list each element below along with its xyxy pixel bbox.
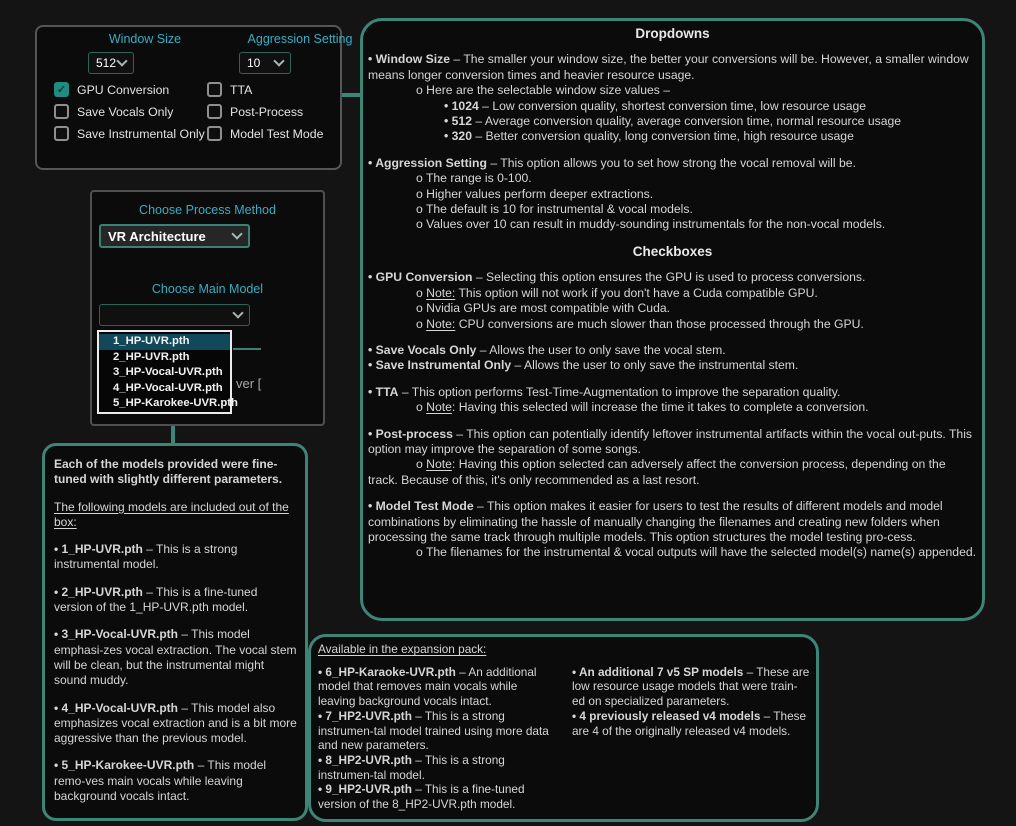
text-span: Higher values perform deeper extractions. bbox=[426, 186, 654, 201]
text-span: • bbox=[368, 499, 376, 514]
text-span: • bbox=[318, 782, 326, 797]
text-span: – This model emphasi-zes vocal extraction. The vocal stem will be clean, but the instrumental might sound muddy. bbox=[54, 627, 297, 688]
text-span: • bbox=[572, 708, 580, 723]
checkbox-label: Save Vocals Only bbox=[77, 104, 174, 119]
text-span: • bbox=[318, 708, 326, 723]
doc-paragraph bbox=[368, 99, 977, 114]
checkbox-save-vocals-only[interactable] bbox=[54, 103, 173, 120]
text-span: • bbox=[368, 384, 376, 399]
text-span: 8_HP2-UVR.pth bbox=[325, 752, 412, 767]
text-span: – This option performs Test-Time-Augmentation to improve the separation quality. bbox=[398, 384, 841, 399]
text-span: • bbox=[444, 129, 452, 144]
expansion-right-column bbox=[572, 665, 810, 812]
connector-model-to-doc bbox=[171, 424, 175, 445]
text-span: o bbox=[416, 545, 426, 560]
checkbox-label: Model Test Mode bbox=[230, 126, 324, 141]
text-span: Available in the expansion pack: bbox=[318, 642, 487, 656]
text-span: • bbox=[368, 426, 376, 441]
checkbox-label: GPU Conversion bbox=[77, 82, 170, 97]
doc-heading bbox=[368, 26, 977, 41]
checkbox-unchecked-icon[interactable] bbox=[54, 126, 69, 141]
text-span: Save Instrumental Only bbox=[375, 358, 512, 373]
text-span: Note bbox=[426, 457, 452, 472]
doc-paragraph bbox=[368, 358, 977, 373]
text-span: Model Test Mode bbox=[375, 499, 474, 514]
text-span: • bbox=[54, 542, 62, 557]
process-method-value: VR Architecture bbox=[108, 228, 206, 244]
checkbox-unchecked-icon[interactable] bbox=[207, 126, 222, 141]
aggression-value: 10 bbox=[247, 56, 261, 70]
doc-paragraph bbox=[368, 457, 977, 488]
text-span: o bbox=[416, 400, 427, 415]
text-span: The following models are included out of the box: bbox=[54, 499, 289, 529]
text-span: 320 bbox=[451, 129, 472, 144]
chevron-down-icon bbox=[231, 228, 242, 239]
doc-paragraph bbox=[368, 343, 977, 358]
checkbox-tta[interactable] bbox=[207, 81, 252, 98]
doc-paragraph bbox=[54, 457, 298, 488]
text-span: Window Size bbox=[375, 52, 451, 67]
text-span: • bbox=[444, 98, 452, 113]
text-span: • bbox=[368, 52, 376, 67]
text-span: Note: bbox=[426, 285, 456, 300]
chevron-down-icon bbox=[232, 307, 243, 318]
doc-paragraph bbox=[368, 385, 977, 400]
text-span: – Average conversion quality, average conversion time, normal resource usage bbox=[472, 114, 902, 129]
text-span: • bbox=[54, 627, 62, 642]
model-list-item[interactable]: 2_HP-UVR.pth bbox=[113, 350, 190, 363]
doc-paragraph bbox=[368, 129, 977, 144]
text-span: – This model also emphasizes vocal extraction and is a bit more aggressive than the previous model. bbox=[54, 700, 297, 746]
doc-paragraph bbox=[368, 114, 977, 129]
text-span: – This option allows you to set how strong the vocal removal will be. bbox=[486, 155, 856, 170]
text-span: – The smaller your window size, the better your conversions will be. However, a smaller window means longer conversion times and heavier resource usage. bbox=[368, 52, 969, 82]
text-span: Aggression Setting bbox=[375, 155, 487, 170]
model-list-item[interactable]: 1_HP-UVR.pth bbox=[99, 334, 230, 350]
text-span: • bbox=[318, 664, 326, 679]
background-ui-line bbox=[233, 348, 261, 350]
settings-panel bbox=[35, 25, 353, 170]
text-span: • bbox=[318, 752, 326, 767]
process-method-dropdown[interactable] bbox=[99, 224, 250, 248]
doc-paragraph bbox=[572, 709, 810, 738]
text-span: Save Vocals Only bbox=[375, 342, 477, 357]
window-size-value: 512 bbox=[96, 56, 117, 70]
model-list-item[interactable]: 5_HP-Karokee-UVR.pth bbox=[113, 397, 238, 410]
doc-paragraph bbox=[368, 400, 977, 415]
text-span: Each of the models provided were fine-tuned with slightly different parameters. bbox=[54, 457, 283, 487]
doc-paragraph bbox=[54, 585, 298, 616]
doc-paragraph bbox=[368, 270, 977, 285]
text-span: Here are the selectable window size values – bbox=[426, 83, 671, 98]
text-span: • bbox=[368, 358, 376, 373]
text-span: 4_HP-Vocal-UVR.pth bbox=[61, 700, 179, 715]
text-span: – These are 4 of the originally released v4 models. bbox=[572, 708, 807, 738]
model-list bbox=[97, 330, 238, 414]
checkbox-unchecked-icon[interactable] bbox=[207, 82, 222, 97]
text-span: Note: bbox=[426, 316, 456, 331]
text-span: This option will not work if you don't have a Cuda compatible GPU. bbox=[455, 285, 818, 300]
doc-paragraph bbox=[318, 709, 556, 753]
doc-paragraph bbox=[368, 202, 977, 217]
doc-paragraph bbox=[54, 500, 298, 531]
text-span: – An additional model that removes main vocals while leaving background vocals intact. bbox=[318, 664, 537, 709]
text-span: 9_HP2-UVR.pth bbox=[325, 782, 412, 797]
text-span: o bbox=[416, 285, 427, 300]
chevron-down-icon bbox=[116, 55, 127, 66]
text-span: • bbox=[368, 342, 376, 357]
text-span: – These are low resource usage models that were train-ed on specialized parameters. bbox=[572, 664, 810, 709]
doc-paragraph bbox=[368, 171, 977, 186]
text-span: 6_HP-Karaoke-UVR.pth bbox=[325, 664, 456, 679]
doc-paragraph bbox=[368, 499, 977, 545]
window-size-label: Window Size bbox=[108, 32, 182, 46]
text-span: o bbox=[416, 301, 427, 316]
models-doc-text bbox=[54, 457, 298, 809]
text-span: • bbox=[54, 584, 62, 599]
doc-paragraph bbox=[368, 217, 977, 232]
text-span: 4 previously released v4 models bbox=[579, 708, 761, 723]
doc-paragraph bbox=[368, 427, 977, 458]
text-span: o bbox=[416, 316, 427, 331]
doc-paragraph bbox=[368, 52, 977, 83]
text-span: – This is a strong instrumen-tal model. bbox=[318, 752, 505, 782]
checkbox-label: TTA bbox=[230, 82, 253, 97]
doc-paragraph bbox=[318, 782, 556, 811]
text-span: – This option can potentially identify leftover instrumental artifacts within the vocal out-puts. This option may improve the separation of some songs. bbox=[368, 426, 973, 456]
text-span: • bbox=[572, 664, 579, 679]
doc-paragraph bbox=[368, 187, 977, 202]
doc-paragraph bbox=[368, 317, 977, 332]
doc-paragraph bbox=[368, 156, 977, 171]
checkbox-unchecked-icon[interactable] bbox=[207, 104, 222, 119]
doc-paragraph bbox=[368, 286, 977, 301]
checkbox-unchecked-icon[interactable] bbox=[54, 104, 69, 119]
text-span: 3_HP-Vocal-UVR.pth bbox=[61, 627, 179, 642]
text-span: – This option makes it easier for users to test the results of different models and model combinations by eliminating the hassle of manually changing the filenames and creating new folders when processing the same track through multiple models. This option structures the model testing pro-cess. bbox=[368, 499, 943, 544]
text-span: 7_HP2-UVR.pth bbox=[325, 708, 412, 723]
text-span: – Selecting this option ensures the GPU is used to process conversions. bbox=[472, 270, 866, 285]
dropdowns-doc-text bbox=[368, 26, 977, 614]
doc-paragraph bbox=[54, 758, 298, 804]
checkbox-label: Post-Process bbox=[230, 104, 304, 119]
text-span: – This is a fine-tuned version of the 8_HP2-UVR.pth model. bbox=[318, 782, 525, 812]
window-size-dropdown[interactable] bbox=[88, 52, 134, 74]
text-span: – This is a strong instrumental model. bbox=[54, 542, 238, 572]
background-text-fragment: ver [ bbox=[236, 376, 262, 391]
model-list-item[interactable]: 3_HP-Vocal-UVR.pth bbox=[113, 366, 223, 379]
text-span: An additional 7 v5 SP models bbox=[578, 664, 744, 679]
text-span: TTA bbox=[375, 384, 399, 399]
expansion-heading bbox=[318, 642, 810, 657]
process-method-label: Choose Process Method bbox=[139, 203, 276, 217]
text-span: o bbox=[416, 171, 426, 186]
text-span: • bbox=[368, 270, 376, 285]
text-span: 1024 bbox=[451, 98, 479, 113]
text-span: – Allows the user to only save the vocal stem. bbox=[476, 342, 726, 357]
text-span: Values over 10 can result in muddy-sounding instrumentals for the non-vocal models. bbox=[426, 217, 886, 232]
text-span: 1_HP-UVR.pth bbox=[61, 542, 143, 557]
text-span: o bbox=[416, 83, 427, 98]
text-span: – Better conversion quality, long conversion time, high resource usage bbox=[472, 129, 854, 144]
text-span: The default is 10 for instrumental & vocal models. bbox=[425, 202, 693, 217]
expansion-left-column bbox=[318, 665, 556, 812]
text-span: GPU Conversion bbox=[375, 270, 473, 285]
checkbox-post-process[interactable] bbox=[207, 103, 303, 120]
text-span: – This model remo-ves main vocals while leaving background vocals intact. bbox=[54, 758, 267, 804]
text-span: • bbox=[444, 114, 452, 129]
text-span: o bbox=[416, 186, 427, 201]
text-span: • bbox=[54, 758, 62, 773]
main-model-label: Choose Main Model bbox=[151, 282, 264, 296]
text-span: – Allows the user to only save the instrumental stem. bbox=[511, 358, 799, 373]
connector-settings-to-doc bbox=[340, 93, 362, 97]
doc-heading bbox=[368, 244, 977, 259]
text-span: Dropdowns bbox=[635, 26, 710, 41]
model-list-item[interactable]: 4_HP-Vocal-UVR.pth bbox=[113, 381, 223, 394]
text-span: • bbox=[368, 155, 376, 170]
text-span: Note bbox=[426, 400, 452, 415]
doc-paragraph bbox=[318, 665, 556, 709]
doc-paragraph bbox=[368, 301, 977, 316]
doc-paragraph bbox=[54, 627, 298, 688]
checkbox-checked-icon[interactable]: ✓ bbox=[54, 82, 69, 97]
text-span: : Having this option selected can adversely affect the conversion process, depending on the track. Because of this, it's only recommended as a last resort. bbox=[368, 457, 946, 487]
aggression-setting-label: Aggression Setting bbox=[247, 32, 353, 46]
text-span: • bbox=[54, 700, 62, 715]
text-span: o bbox=[416, 202, 426, 217]
doc-paragraph bbox=[572, 665, 810, 709]
text-span: o bbox=[416, 457, 427, 472]
text-span: – This is a fine-tuned version of the 1_HP-UVR.pth model. bbox=[54, 584, 258, 615]
text-span: Nvidia GPUs are most compatible with Cuda. bbox=[426, 301, 671, 316]
doc-paragraph bbox=[54, 542, 298, 573]
text-span: CPU conversions are much slower than those processed through the GPU. bbox=[455, 316, 864, 331]
text-span: 5_HP-Karokee-UVR.pth bbox=[61, 758, 195, 773]
checkbox-label: Save Instrumental Only bbox=[77, 126, 205, 141]
text-span: Checkboxes bbox=[632, 243, 713, 259]
text-span: – This is a strong instrumen-tal model trained using more data and new parameters. bbox=[318, 708, 549, 753]
text-span: 2_HP-UVR.pth bbox=[61, 584, 143, 599]
doc-paragraph bbox=[54, 701, 298, 747]
doc-paragraph bbox=[368, 83, 977, 98]
checkbox-model-test-mode[interactable] bbox=[207, 125, 323, 142]
text-span: 512 bbox=[451, 114, 472, 129]
chevron-down-icon bbox=[273, 55, 284, 66]
main-model-dropdown[interactable] bbox=[99, 304, 250, 326]
doc-paragraph bbox=[368, 545, 977, 560]
checkbox-gpu-conversion[interactable] bbox=[54, 81, 169, 98]
text-span: Post-process bbox=[375, 426, 453, 441]
text-span: – Low conversion quality, shortest conversion time, low resource usage bbox=[478, 98, 867, 113]
aggression-dropdown[interactable] bbox=[239, 52, 291, 74]
text-span: : Having this selected will increase the time it takes to complete a conversion. bbox=[451, 400, 869, 415]
expansion-doc-text bbox=[318, 642, 810, 814]
text-span: o bbox=[416, 217, 427, 232]
text-span: The filenames for the instrumental & vocal outputs will have the selected model(s) name(s) appended. bbox=[425, 545, 977, 560]
text-span: The range is 0-100. bbox=[425, 171, 532, 186]
checkbox-save-instrumental-only[interactable] bbox=[54, 125, 205, 142]
doc-paragraph bbox=[318, 753, 556, 782]
